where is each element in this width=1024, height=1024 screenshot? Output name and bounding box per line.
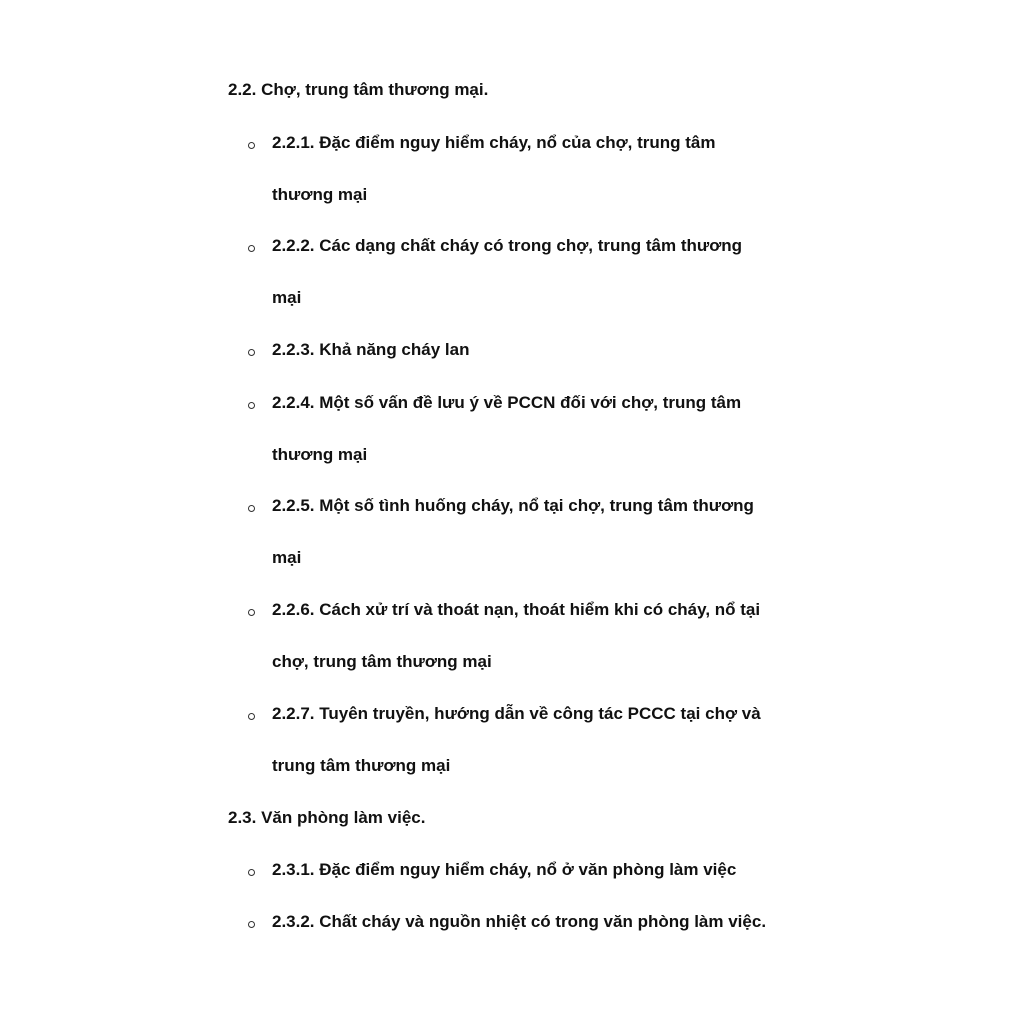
hollow-circle-bullet-icon bbox=[248, 349, 255, 356]
list-item-text: 2.2.4. Một số vấn đề lưu ý về PCCN đối với chợ, trung tâm bbox=[272, 393, 742, 412]
hollow-circle-bullet-icon bbox=[248, 505, 255, 512]
hollow-circle-bullet-icon bbox=[248, 609, 255, 616]
hollow-circle-bullet-icon bbox=[248, 402, 255, 409]
section-heading-2-2: 2.2. Chợ, trung tâm thương mại. bbox=[228, 80, 489, 99]
list-item-text: 2.2.1. Đặc điểm nguy hiểm cháy, nổ của chợ, trung tâm bbox=[272, 133, 716, 152]
hollow-circle-bullet-icon bbox=[248, 713, 255, 720]
list-item-text-continuation: mại bbox=[272, 288, 302, 307]
hollow-circle-bullet-icon bbox=[248, 245, 255, 252]
hollow-circle-bullet-icon bbox=[248, 869, 255, 876]
list-item-text: 2.2.2. Các dạng chất cháy có trong chợ, trung tâm thương bbox=[272, 236, 743, 255]
section-heading-2-3: 2.3. Văn phòng làm việc. bbox=[228, 808, 426, 827]
list-item-text: 2.2.3. Khả năng cháy lan bbox=[272, 340, 470, 359]
list-item-text: 2.3.2. Chất cháy và nguồn nhiệt có trong văn phòng làm việc. bbox=[272, 912, 767, 931]
list-item-text-continuation: thương mại bbox=[272, 185, 368, 204]
list-item-text-continuation: chợ, trung tâm thương mại bbox=[272, 652, 492, 671]
list-item-text: 2.2.7. Tuyên truyền, hướng dẫn về công tác PCCC tại chợ và bbox=[272, 704, 761, 723]
list-item-text-continuation: trung tâm thương mại bbox=[272, 756, 451, 775]
hollow-circle-bullet-icon bbox=[248, 142, 255, 149]
hollow-circle-bullet-icon bbox=[248, 921, 255, 928]
list-item-text: 2.2.6. Cách xử trí và thoát nạn, thoát hiểm khi có cháy, nổ tại bbox=[272, 600, 761, 619]
list-item-text-continuation: mại bbox=[272, 548, 302, 567]
list-item-text: 2.3.1. Đặc điểm nguy hiểm cháy, nổ ở văn phòng làm việc bbox=[272, 860, 737, 879]
list-item-text: 2.2.5. Một số tình huống cháy, nổ tại chợ, trung tâm thương bbox=[272, 496, 754, 515]
list-item-text-continuation: thương mại bbox=[272, 445, 368, 464]
